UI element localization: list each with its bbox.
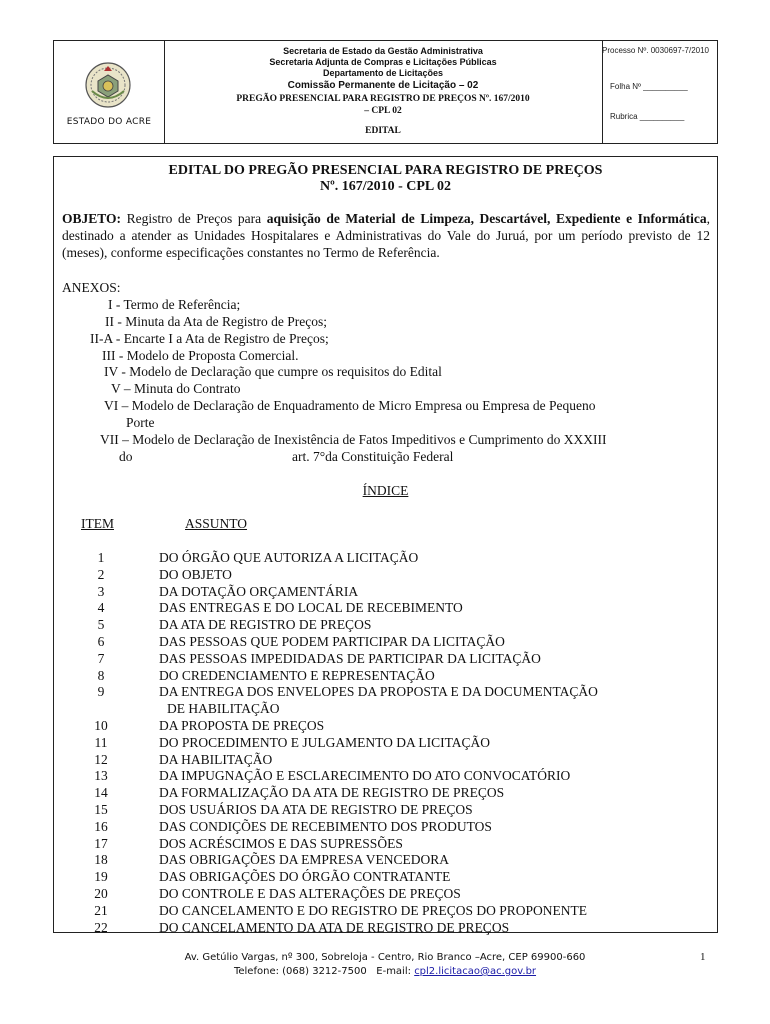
objeto-text-part2: , destinado a atender as Unidades Hospitalares e Administrativas do Vale do Juruá, por um período previsto de 12 (meses), conforme especificações constantes no Termo de Referência. [62,211,711,260]
indice-heading: ÍNDICE [362,483,409,498]
indice-item-number: 4 [97,600,105,616]
indice-item-subject: DO OBJETO [159,566,232,582]
page-number: 1 [700,951,706,963]
indice-item-subject: DA ATA DE REGISTRO DE PREÇOS [159,617,372,633]
indice-column-item: ITEM [81,516,114,531]
state-seal-icon [84,61,132,109]
header-meta-cell [602,41,717,143]
anexo-item: II-A - Encarte I a Ata de Registro de Preços; [90,331,329,346]
indice-item-number: 17 [94,835,108,851]
header-logo-cell [54,41,165,143]
indice-item-number: 13 [94,768,108,784]
indice-item-number: 20 [94,886,108,901]
indice-item-number: 15 [94,802,108,817]
indice-item-subject: DAS PESSOAS IMPEDIDADAS DE PARTICIPAR DA LICITAÇÃO [159,650,541,666]
indice-item-number: 22 [94,919,108,935]
indice-item-subject: DO CANCELAMENTO E DO REGISTRO DE PREÇOS DO PROPONENTE [159,902,588,918]
indice-item-subject: DOS ACRÉSCIMOS E DAS SUPRESSÕES [159,835,403,851]
indice-item-number: 18 [94,852,108,868]
anexo-item-continuation: Porte [126,415,155,430]
anexo-item: IV - Modelo de Declaração que cumpre os requisitos do Edital [104,364,442,379]
indice-item-subject: DAS CONDIÇÕES DE RECEBIMENTO DOS PRODUTOS [159,818,492,834]
indice-item-subject: DOS USUÁRIOS DA ATA DE REGISTRO DE PREÇOS [159,802,473,817]
processo-number: Processo Nº. 0030697-7/2010 [602,46,709,55]
rubrica-field: Rubrica __________ [610,112,685,121]
indice-item-number: 11 [94,734,108,750]
indice-item-number: 3 [97,583,105,599]
objeto-text-bold: aquisição de Material de Limpeza, Descartável, Expediente e Informática [266,211,707,226]
anexo-item: I - Termo de Referência; [108,297,241,312]
anexo-item-continuation: art. 7°da Constituição Federal [292,449,454,464]
indice-item-number: 9 [97,684,105,700]
header-line-cpl: – CPL 02 [364,106,402,116]
indice-item-number: 12 [94,751,108,767]
document-body [53,156,718,933]
document-title-line2: Nº. 167/2010 - CPL 02 [319,179,451,194]
indice-item-number: 21 [94,902,108,918]
header-title-cell [164,41,603,143]
header-line-comissao: Comissão Permanente de Licitação – 02 [287,80,479,91]
indice-item-subject: DO ÓRGÃO QUE AUTORIZA A LICITAÇÃO [159,550,419,565]
indice-item-subject: DA IMPUGNAÇÃO E ESCLARECIMENTO DO ATO CONVOCATÓRIO [159,768,571,784]
indice-item-number: 16 [94,818,108,834]
indice-item-subject: DAS OBRIGAÇÕES DA EMPRESA VENCEDORA [159,852,450,868]
header-line-edital: EDITAL [365,126,401,136]
folha-field: Folha Nº __________ [610,82,688,91]
state-name: ESTADO DO ACRE [66,117,152,127]
footer-phone: Telefone: (068) 3212-7500 [233,966,367,977]
anexo-item: VII – Modelo de Declaração de Inexistência de Fatos Impeditivos e Cumprimento do XXXIII [100,432,607,447]
anexo-item: II - Minuta da Ata de Registro de Preços; [105,314,327,329]
anexo-item: V – Minuta do Contrato [111,381,241,396]
indice-item-number: 14 [94,785,108,801]
anexos-heading: ANEXOS: [62,280,121,295]
indice-item-subject: DO CREDENCIAMENTO E REPRESENTAÇÃO [159,667,435,683]
footer-email-link[interactable]: cpl2.licitacao@ac.gov.br [414,966,537,977]
footer-email-label: E-mail: [376,966,411,977]
indice-item-subject: DO CONTROLE E DAS ALTERAÇÕES DE PREÇOS [159,886,461,901]
indice-item-number: 5 [97,617,105,633]
header-line-secretaria-adjunta: Secretaria Adjunta de Compras e Licitações Públicas [269,57,497,67]
header-line-departamento: Departamento de Licitações [322,68,444,78]
indice-item-subject: DA HABILITAÇÃO [159,751,273,767]
document-title-line1: EDITAL DO PREGÃO PRESENCIAL PARA REGISTRO DE PREÇOS [168,163,603,178]
objeto-paragraph [62,210,710,261]
indice-item-subject: DA DOTAÇÃO ORÇAMENTÁRIA [159,583,359,599]
indice-item-subject: DA FORMALIZAÇÃO DA ATA DE REGISTRO DE PREÇOS [159,785,505,801]
objeto-text-part1: Registro de Preços para [126,211,262,226]
indice-item-number: 1 [97,550,105,565]
header-line-secretaria: Secretaria de Estado da Gestão Administrativa [283,46,483,56]
indice-item-subject: DA ENTREGA DOS ENVELOPES DA PROPOSTA E DA DOCUMENTAÇÃO [159,684,598,700]
indice-column-assunto: ASSUNTO [185,516,248,531]
indice-item-subject: DO PROCEDIMENTO E JULGAMENTO DA LICITAÇÃO [159,734,491,750]
footer-address: Av. Getúlio Vargas, nº 300, Sobreloja - Centro, Rio Branco –Acre, CEP 69900-660 [184,952,586,963]
anexo-item-continuation: do [119,449,133,464]
indice-item-number: 8 [97,667,105,683]
anexo-item: III - Modelo de Proposta Comercial. [102,348,299,363]
indice-item-subject: DA PROPOSTA DE PREÇOS [159,718,325,733]
indice-item-subject: DAS ENTREGAS E DO LOCAL DE RECEBIMENTO [159,600,463,616]
header-line-pregao: PREGÃO PRESENCIAL PARA REGISTRO DE PREÇOS Nº. 167/2010 [236,94,530,104]
anexo-item: VI – Modelo de Declaração de Enquadramento de Micro Empresa ou Empresa de Pequeno [104,398,596,413]
indice-item-subject: DO CANCELAMENTO DA ATA DE REGISTRO DE PREÇOS [159,919,510,935]
indice-item-number: 7 [97,650,105,666]
indice-item-subject: DE HABILITAÇÃO [167,701,280,717]
objeto-label: OBJETO: [62,211,122,226]
indice-item-number: 19 [94,869,108,885]
indice-item-number: 2 [97,566,105,582]
indice-item-subject: DAS OBRIGAÇÕES DO ÓRGÃO CONTRATANTE [159,869,451,885]
indice-item-number: 10 [94,718,108,733]
indice-item-number: 6 [97,634,105,649]
footer-contact [0,966,770,977]
indice-item-subject: DAS PESSOAS QUE PODEM PARTICIPAR DA LICITAÇÃO [159,634,505,649]
document-header [53,40,718,144]
